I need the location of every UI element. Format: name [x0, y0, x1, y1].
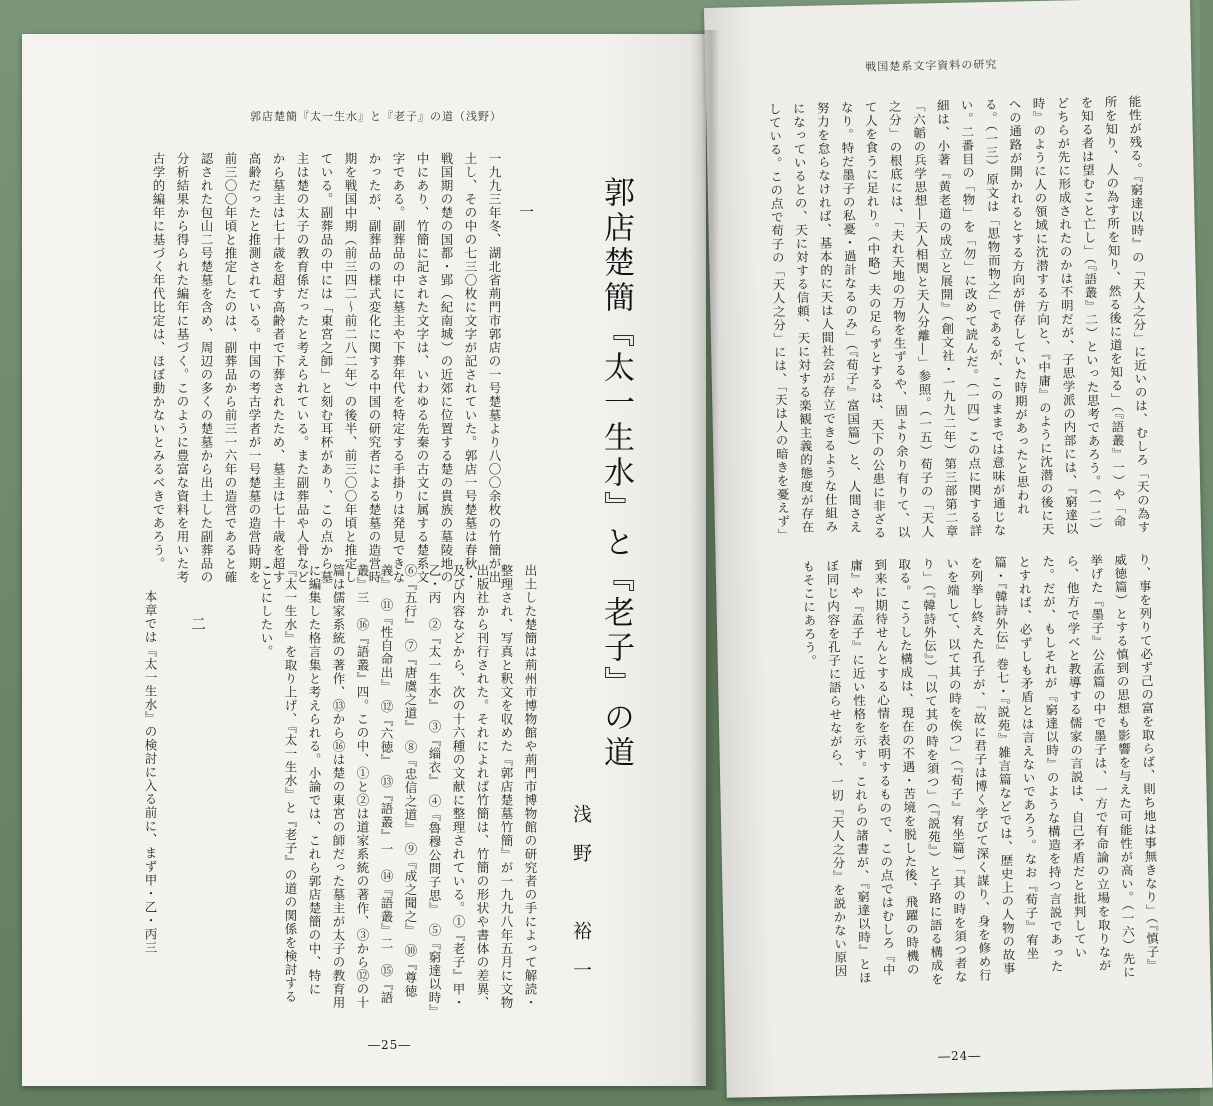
left-page: [22, 34, 706, 1086]
right-page: [704, 0, 1213, 1098]
article-author: 浅野 裕一: [570, 804, 592, 999]
intro-body-text: 出土した楚簡は荊州市博物館や荊門市博物館の研究者の手によって解読・整理され、写真と釈文を収めた『郭店楚墓竹簡』が一九九八年五月に文物出版社から刊行された。それによれば竹簡は、竹簡の形状や書体の差異、及び内容などから、次の十六種の文献に整理されている。①『老子』甲・乙・丙 ②『太一生水』 ③『緇衣』 ④『魯穆公問子思』 ⑤『窮達以時』 ⑥『五行』 ⑦『唐虞之道』 ⑧『忠信之道』 ⑨『成之聞之』 ⑩『尊徳義』 ⑪『性自命出』 ⑫『六徳』 ⑬『語叢』一 ⑭『語叢』二 ⑮『語叢』三 ⑯『語叢』四。この中、①と②は道家系統の著作、③から⑫の十篇は儒家系統の著作、⑬から⑯は楚の東宮の師だった墓主が太子の教育用に編集した格言集と考えられる。小論では、これら郭店楚簡の中、特に『太一生水』を取り上げ、『太一生水』と『老子』の道の関係を検討することにしたい。: [259, 564, 538, 1025]
section-1-text: 一九九三年冬、湖北省荊門市郭店の一号楚墓より八〇〇余枚の竹簡が出土し、その中の七三〇枚に文字が記されていた。郭店一号楚墓は春秋・戦国期の楚の国都・郢（紀南城）の近郊に位置する楚の貴族の墓陵地の中にあり、竹簡に記された文字は、いわゆる先秦の古文に属する楚系文字である。副葬品の中に墓主や下葬年代を特定する手掛りは発見できなかったが、副葬品の様式変化に関する中国の研究者による楚墓の造営時期を戦国中期（前三四二〜前二八二年）の後半、前三〇〇年頃と推定している。副葬品の中には「東宮之師」と刻む耳杯があり、この点から墓主は楚の太子の教育係だったと考えられている。また副葬品や人骨などから墓主は七十歳を超す高齢者で下葬されたため、墓主は七十歳を超す高齢だったと推測されている。中国の考古学者が一号楚墓の造営時期を前三〇〇年頃と推定したのは、副葬品から前三一六年の造営であると確認された包山二号楚墓を含め、周辺の多くの楚墓から出土した副葬品の分析結果から得られた編年に基づく。このように豊富な資料を用いた考古学的編年に基づく年代比定は、ほぼ動かないとみるべきであろう。: [151, 152, 502, 584]
section-number-1: 一: [517, 204, 535, 219]
page-number-right: ―24―: [937, 1048, 982, 1064]
section-2-text: 本章では『太一生水』の検討に入る前に、まず甲・乙・丙三: [143, 590, 158, 955]
endnotes-upper: 能性が残る。『窮達以時』の「天人之分」に近いのは、むしろ「天の為す所を知り、人の為す所を知り、然る後に道を知る」（『語叢』一）や「命を知る者は望むこと亡し」（『語叢』二）といった思考であろう。（一二）どちらが先に形成されたのかは不明だが、子思学派の内部には、『窮達以時』のように人の領域に沈潜する方向と、『中庸』のように沈潜の後に天への通路が開かれるとする方向が併存していた時期があったと思われる。（一三）原文は「思物而物之」であるが、このままでは意味が通じない。二番目の「物」を「勿」に改めて読んだ。（一四）この点に関する詳細は、小著『黄老道の成立と展開』（創文社・一九九二年）第三部第二章「六韜の兵学思想―天人相関と天人分離―」参照。（一五）荀子の「天人之分」の根底には、「夫れ天地の万物を生ずるや、固より余り有りて、以て人を食うに足れり。（中略）夫の足らずとするは、天下の公患に非ざるなり。特だ墨子の私憂・過計なるのみ」（『荀子』富国篇）と、人間さえ努力を怠らなければ、基本的に天は人間社会が存立できるような仕組みになっているとの、天に対する信頼、天に対する楽観主義的態度が存在している。この点で荀子の「天人之分」には、「天は人の暗きを憂えず」: [766, 94, 1152, 542]
section-number-2: 二: [189, 616, 207, 631]
page-number-left: ―25―: [368, 1038, 412, 1052]
article-title: 郭店楚簡『太一生水』と『老子』の道: [598, 176, 634, 771]
running-head-right: 戦国楚系文字資料の研究: [865, 57, 998, 74]
book-gutter-shadow: [690, 30, 720, 1090]
running-head-left: 郭店楚簡『太一生水』と『老子』の道（浅野）: [250, 110, 502, 123]
endnotes-lower: り、事を列りて必ず己の富を取らば、則ち地は事無きなり」（『慎子』威徳篇）とする慎到の思想も影響を与えた可能性が高い。（一六）先に挙げた『墨子』公孟篇の中で墨子は、一方で有命論の立場を取りながら、他方で学べと教導する儒家の言説は、自己矛盾だと批判していた。だが、もしそれが『窮達以時』のような構造を持つ言説であったとすれば、必ずしも矛盾とは言えないであろう。なお『荀子』宥坐篇・『韓詩外伝』巻七・『説苑』雑言篇などでは、歴史上の人物の故事を列挙し終えた孔子が、「故に君子は博く学びて深く謀り、身を修め行いを端して、以て其の時を俟つ」（『荀子』宥坐篇）「其の時を須つ者なり」（『韓詩外伝』）「以て其の時を須つ」（『説苑』）と子路に語る構成を取る。こうした構成は、現在の不遇・苦境を脱した後、飛躍の時機の到来に期待せんとする心情を表明するもので、この点ではむしろ『中庸』や『孟子』に近い性格を示す。これらの諸書が、『窮達以時』とほぼ同じ内容を孔子に語らせながら、一切『天人之分』を説かない原因もそこにあろう。: [800, 552, 1161, 987]
